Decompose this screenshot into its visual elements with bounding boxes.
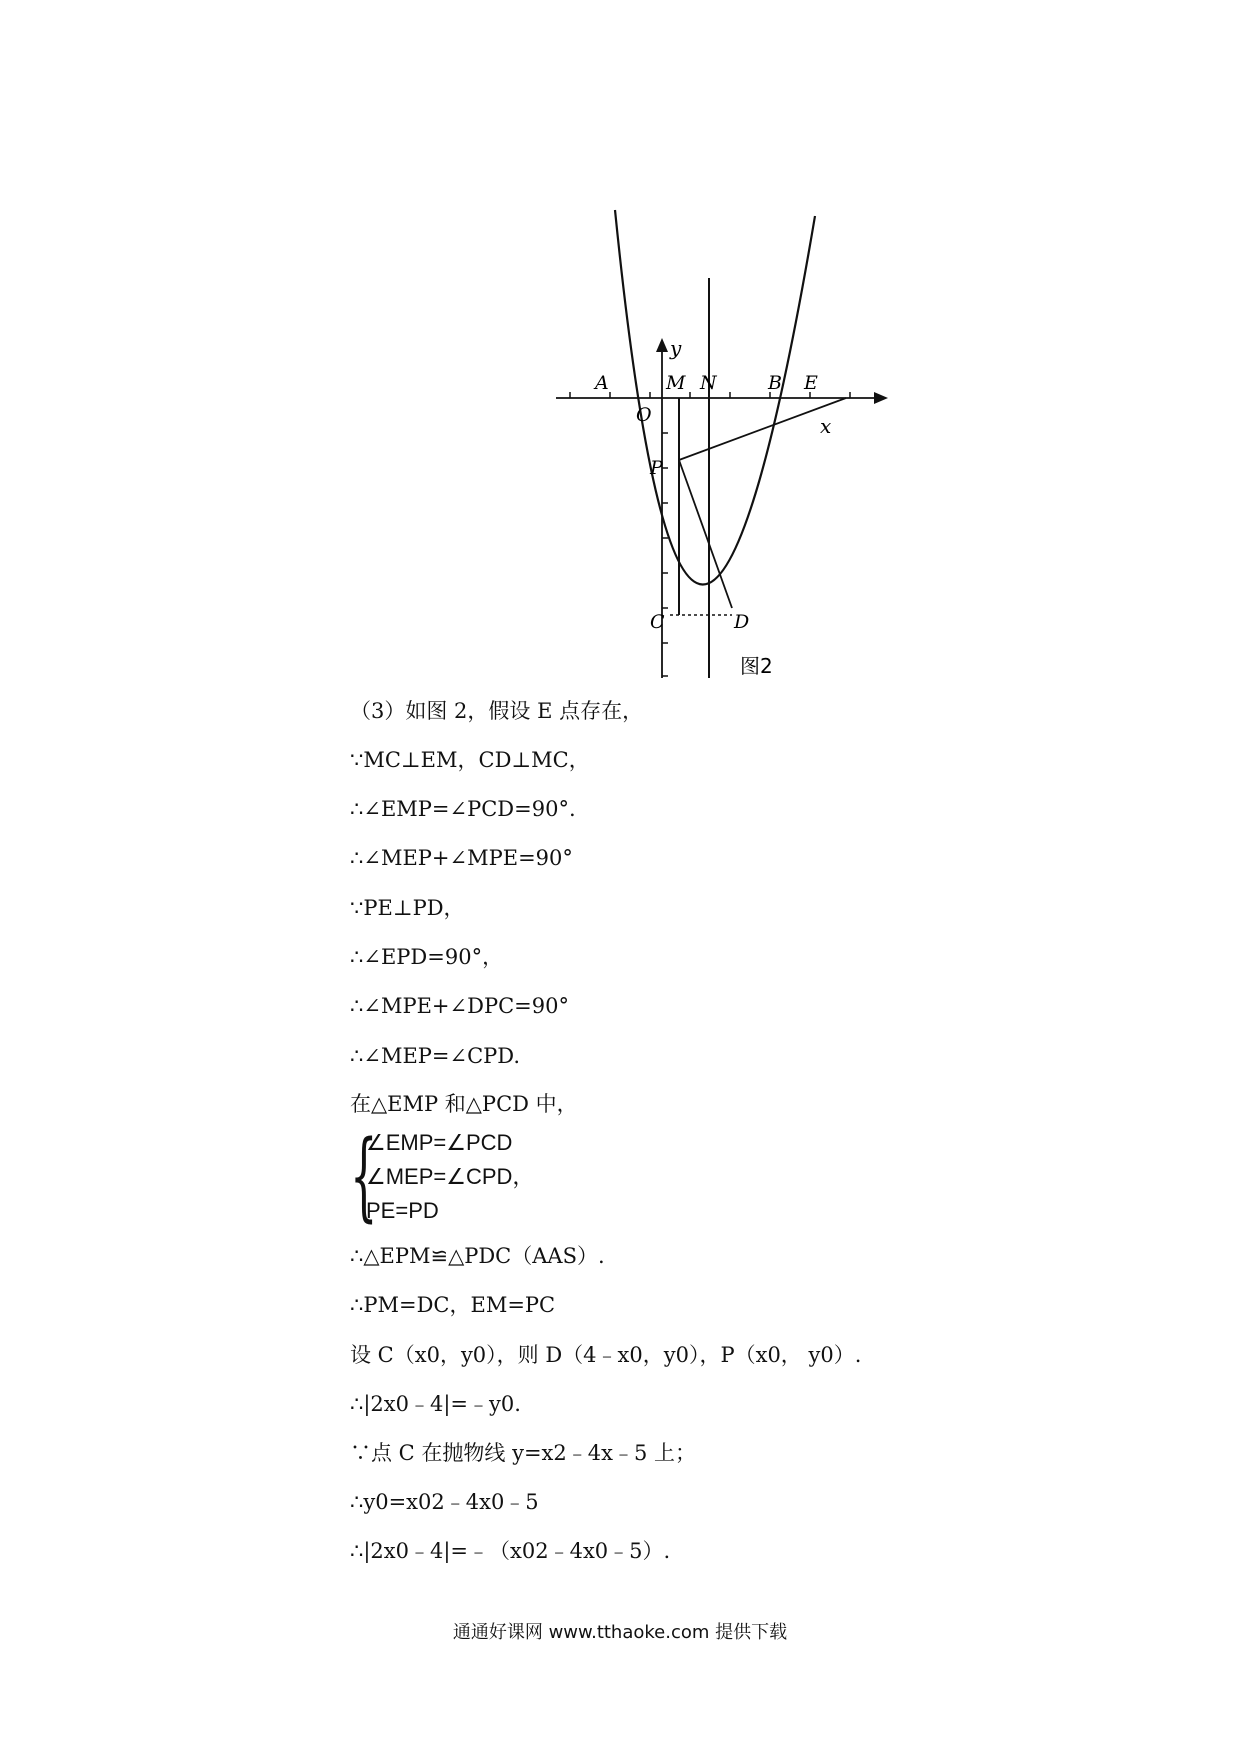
solution-line-7: ∴∠MPE+∠DPC=90°: [350, 994, 569, 1018]
case-line-2: ∠MEP=∠CPD，: [366, 1164, 535, 1189]
label-n: N: [700, 372, 717, 394]
case-line-3: PE=PD: [366, 1198, 439, 1223]
label-p: P: [650, 457, 663, 479]
label-b: B: [768, 372, 782, 394]
label-d: D: [734, 611, 750, 633]
label-a: A: [595, 372, 609, 394]
y-axis-ticks: [662, 433, 668, 676]
label-o: O: [636, 404, 652, 426]
solution-line-2: ∵MC⊥EM，CD⊥MC，: [350, 748, 590, 772]
solution-line-8: ∴∠MEP=∠CPD.: [350, 1044, 521, 1068]
solution-line-12: 设 C（x0，y0），则 D（4﹣x0，y0），P（x0， y0）.: [350, 1343, 862, 1367]
solution-line-13: ∴|2x0﹣4|=﹣y0.: [350, 1392, 521, 1416]
x-axis-arrow: [874, 392, 888, 404]
label-e: E: [804, 372, 818, 394]
solution-line-9: 在△EMP 和△PCD 中，: [350, 1092, 578, 1116]
solution-line-4: ∴∠MEP+∠MPE=90°: [350, 846, 573, 870]
solution-line-3: ∴∠EMP=∠PCD=90°.: [350, 797, 576, 821]
left-brace: {: [350, 1120, 378, 1232]
solution-line-11: ∴PM=DC，EM=PC: [350, 1293, 556, 1317]
parabola-figure: [550, 208, 890, 686]
segment-pd: [679, 460, 732, 608]
solution-line-5: ∵PE⊥PD，: [350, 896, 465, 920]
solution-line-6: ∴∠EPD=90°，: [350, 945, 504, 969]
label-m: M: [666, 372, 686, 394]
solution-line-10: ∴△EPM≌△PDC（AAS）.: [350, 1244, 605, 1268]
solution-line-16: ∴|2x0﹣4|=﹣（x02﹣4x0﹣5）.: [350, 1539, 671, 1563]
solution-line-15: ∴y0=x02﹣4x0﹣5: [350, 1490, 539, 1514]
footer-text: 通通好课网 www.tthaoke.com 提供下载: [452, 1622, 788, 1643]
solution-line-14: ∵点 C 在抛物线 y=x2﹣4x﹣5 上；: [350, 1441, 696, 1465]
case-line-1: ∠EMP=∠PCD: [366, 1130, 513, 1155]
label-x: x: [820, 414, 832, 438]
figure-caption: 图2: [740, 654, 773, 678]
y-axis-arrow: [656, 338, 668, 352]
label-c: C: [650, 611, 665, 633]
equation-system: [350, 1120, 650, 1232]
solution-line-1: （3）如图 2，假设 E 点存在，: [350, 699, 644, 723]
label-y: y: [670, 336, 682, 360]
